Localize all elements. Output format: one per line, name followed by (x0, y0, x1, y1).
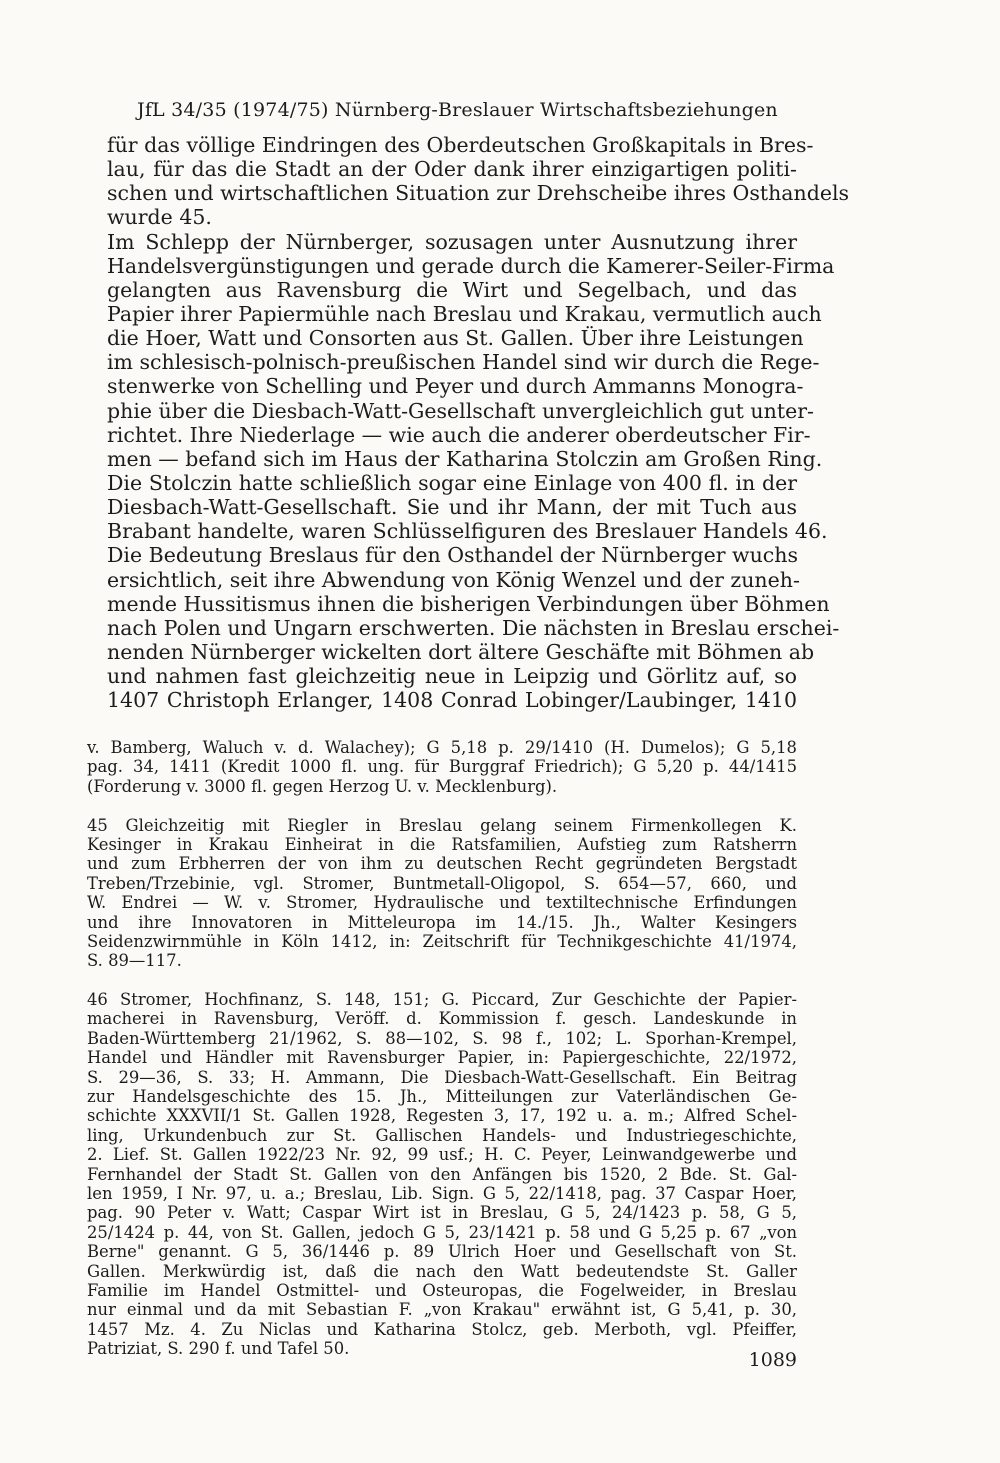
footnote-line: zur Handelsgeschichte des 15. Jh., Mitteilungen zur Vaterländischen Ge- (87, 1087, 797, 1107)
body-text-line: lau, für das die Stadt an der Oder dank ihrer einzigartigen politi- (107, 157, 797, 182)
body-text-line: nach Polen und Ungarn erschwerten. Die nächsten in Breslau erschei- (107, 615, 840, 640)
footnote-line: Kesinger in Krakau Einheirat in die Ratsfamilien, Aufstieg zum Ratsherrn (87, 834, 797, 854)
footnote-line: pag. 34, 1411 (Kredit 1000 fl. ung. für Burggraf Friedrich); G 5,20 p. 44/1415 (87, 757, 797, 777)
body-text-line: men — befand sich im Haus der Katharina Stolczin am Großen Ring. (107, 446, 823, 471)
footnote-line: (Forderung v. 3000 fl. gegen Herzog U. v. Mecklenburg). (87, 776, 558, 796)
footnote-line: 45 Gleichzeitig mit Riegler in Breslau gelang seinem Firmenkollegen K. (87, 815, 797, 835)
footnote-line: Fernhandel der Stadt St. Gallen von den Anfängen bis 1520, 2 Bde. St. Gal- (87, 1164, 797, 1184)
footnote-line: und ihre Innovatoren in Mitteleuropa im 14./15. Jh., Walter Kesingers (87, 912, 797, 932)
body-text-line: mende Hussitismus ihnen die bisherigen Verbindungen über Böhmen (107, 591, 830, 616)
body-text-line: im schlesisch-polnisch-preußischen Handel sind wir durch die Rege- (107, 350, 820, 375)
body-text-line: richtet. Ihre Niederlage — wie auch die anderer oberdeutscher Fir- (107, 422, 811, 447)
footnote-line: Gallen. Merkwürdig ist, daß die nach den Watt bedeutendste St. Galler (87, 1261, 797, 1281)
footnote-line: ling, Urkundenbuch zur St. Gallischen Handels- und Industriegeschichte, (87, 1125, 797, 1145)
body-text-line: 1407 Christoph Erlanger, 1408 Conrad Lobinger/Laubinger, 1410 (107, 688, 797, 713)
footnote-line: Treben/Trzebinie, vgl. Stromer, Buntmetall-Oligopol, S. 654—57, 660, und (87, 873, 797, 893)
footnote-line: Familie im Handel Ostmittel- und Osteuropas, die Fogelweider, in Breslau (87, 1280, 797, 1300)
body-text (107, 133, 850, 713)
body-text-line: Die Bedeutung Breslaus für den Osthandel der Nürnberger wuchs (107, 543, 799, 568)
footnote-line: 1457 Mz. 4. Zu Niclas und Katharina Stolcz, geb. Merboth, vgl. Pfeiffer, (87, 1319, 797, 1339)
footnote-line: 25/1424 p. 44, von St. Gallen, jedoch G 5, 23/1421 p. 58 und G 5,25 p. 67 „von (87, 1222, 797, 1242)
footnote-line: S. 29—36, S. 33; H. Ammann, Die Diesbach-Watt-Gesellschaft. Ein Beitrag (87, 1067, 797, 1087)
footnote-line: W. Endrei — W. v. Stromer, Hydraulische und textiltechnische Erfindungen (87, 893, 797, 913)
footnote-gap (87, 971, 797, 990)
footnote-line: macherei in Ravensburg, Veröff. d. Kommission f. gesch. Landeskunde in (87, 1009, 797, 1029)
body-text-line: und nahmen fast gleichzeitig neue in Leipzig und Görlitz auf, so (107, 664, 797, 689)
footnote-gap (87, 796, 797, 815)
footnote-line: pag. 90 Peter v. Watt; Caspar Wirt ist in Breslau, G 5, 24/1423 p. 58, G 5, (87, 1203, 797, 1223)
body-text-line: Papier ihrer Papiermühle nach Breslau und Krakau, vermutlich auch (107, 301, 822, 326)
footnotes (87, 738, 797, 1359)
footnote-line: len 1959, I Nr. 97, u. a.; Breslau, Lib. Sign. G 5, 22/1418, pag. 37 Caspar Hoer, (87, 1183, 797, 1203)
footnote-line: Berne" genannt. G 5, 36/1446 p. 89 Ulrich Hoer und Gesellschaft von St. (87, 1242, 797, 1262)
footnote-line: und zum Erbherren der von ihm zu deutschen Recht gegründeten Bergstadt (87, 854, 797, 874)
page-number: 1089 (748, 1349, 797, 1371)
footnote-line: S. 89—117. (87, 951, 182, 971)
body-text-line: für das völlige Eindringen des Oberdeutschen Großkapitals in Bres- (107, 133, 814, 157)
body-text-line: stenwerke von Schelling und Peyer und durch Ammanns Monogra- (107, 374, 804, 399)
body-text-line: schen und wirtschaftlichen Situation zur Drehscheibe ihres Osthandels (107, 181, 850, 206)
footnote-line: v. Bamberg, Waluch v. d. Walachey); G 5,18 p. 29/1410 (H. Dumelos); G 5,18 (87, 738, 797, 757)
running-header: JfL 34/35 (1974/75) Nürnberg-Breslauer Wirtschaftsbeziehungen (137, 99, 778, 121)
body-text-line: gelangten aus Ravensburg die Wirt und Segelbach, und das (107, 277, 797, 302)
body-text-line: wurde 45. (107, 205, 212, 230)
footnote-line: Patriziat, S. 290 f. und Tafel 50. (87, 1339, 350, 1359)
footnote-line: 46 Stromer, Hochfinanz, S. 148, 151; G. Piccard, Zur Geschichte der Papier- (87, 990, 797, 1010)
body-text-line: Im Schlepp der Nürnberger, sozusagen unter Ausnutzung ihrer (107, 229, 797, 254)
body-text-line: nenden Nürnberger wickelten dort ältere Geschäfte mit Böhmen ab (107, 639, 815, 664)
footnote-line: schichte XXXVII/1 St. Gallen 1928, Regesten 3, 17, 192 u. a. m.; Alfred Schel- (87, 1106, 797, 1126)
body-text-line: ersichtlich, seit ihre Abwendung von König Wenzel und der zuneh- (107, 567, 800, 592)
footnote-line: Seidenzwirnmühle in Köln 1412, in: Zeitschrift für Technikgeschichte 41/1974, (87, 931, 797, 951)
body-text-line: die Hoer, Watt und Consorten aus St. Gallen. Über ihre Leistungen (107, 326, 804, 351)
footnote-line: 2. Lief. St. Gallen 1922/23 Nr. 92, 99 usf.; H. C. Peyer, Leinwandgewerbe und (87, 1145, 797, 1165)
body-text-line: Die Stolczin hatte schließlich sogar eine Einlage von 400 fl. in der (107, 470, 797, 495)
body-text-line: Diesbach-Watt-Gesellschaft. Sie und ihr Mann, der mit Tuch aus (107, 495, 797, 520)
footnote-line: Handel und Händler mit Ravensburger Papier, in: Papiergeschichte, 22/1972, (87, 1048, 797, 1068)
body-text-line: phie über die Diesbach-Watt-Gesellschaft unvergleichlich gut unter- (107, 398, 814, 423)
body-text-line: Brabant handelte, waren Schlüsselfiguren des Breslauer Handels 46. (107, 519, 828, 544)
footnote-line: Baden-Württemberg 21/1962, S. 88—102, S. 98 f., 102; L. Sporhan-Krempel, (87, 1028, 797, 1048)
body-text-line: Handelsvergünstigungen und gerade durch die Kamerer-Seiler-Firma (107, 253, 835, 278)
footnote-line: nur einmal und da mit Sebastian F. „von Krakau" erwähnt ist, G 5,41, p. 30, (87, 1300, 797, 1320)
